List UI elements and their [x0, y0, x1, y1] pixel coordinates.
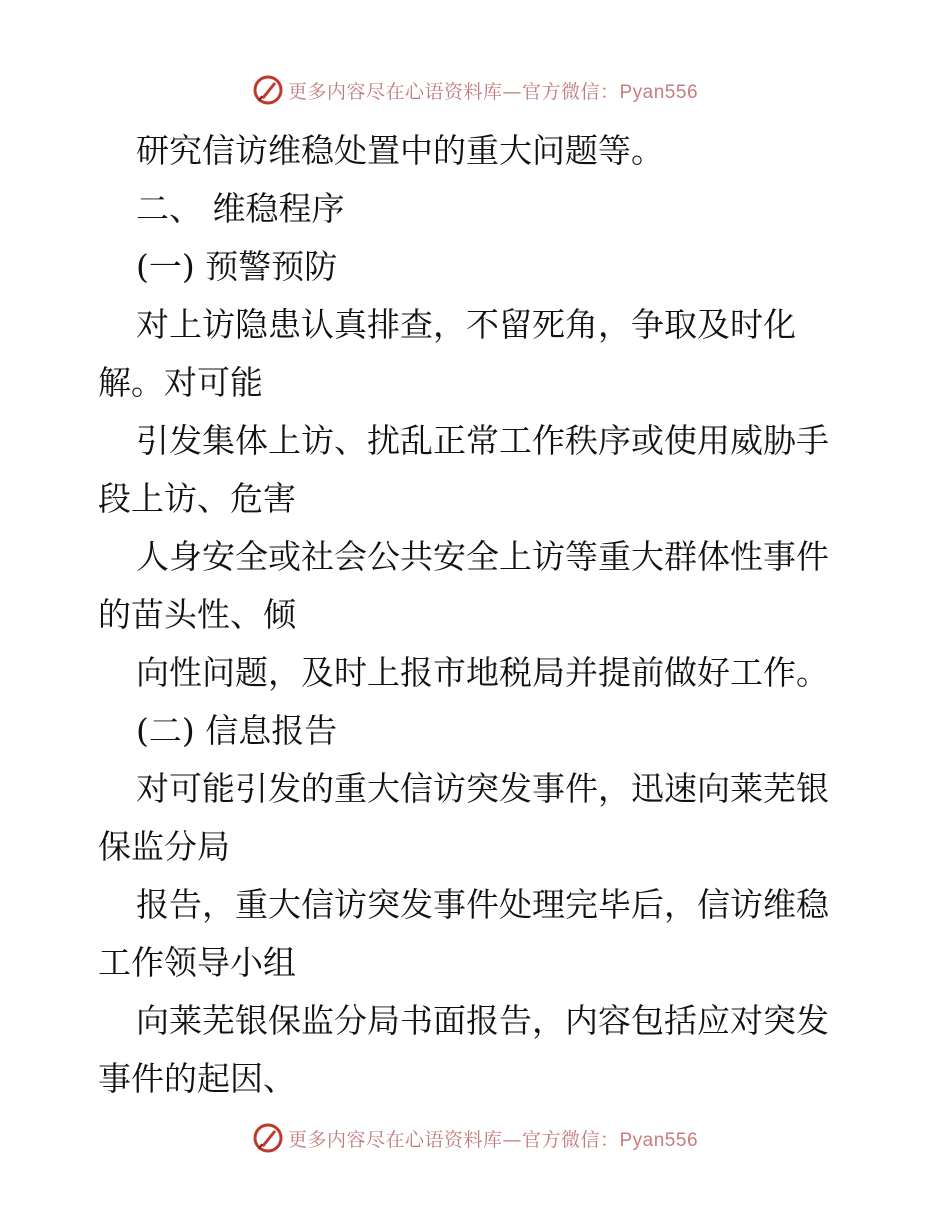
body-line: 引发集体上访、扰乱正常工作秩序或使用威胁手	[136, 421, 829, 460]
body-line: 解。对可能	[98, 363, 263, 402]
header-banner-text	[288, 77, 698, 104]
body-line: 工作领导小组	[98, 943, 296, 982]
footer-banner-text	[288, 1125, 698, 1152]
quill-logo-icon	[252, 74, 284, 106]
body-line: 人身安全或社会公共安全上访等重大群体性事件	[136, 537, 829, 576]
footer-separator: —	[502, 1128, 522, 1151]
document-body	[98, 122, 858, 1108]
header-separator: —	[502, 80, 522, 103]
header-contact-label: 官方微信：	[521, 80, 620, 103]
body-line: 的苗头性、倾	[98, 595, 296, 634]
quill-logo-icon	[252, 1122, 284, 1154]
body-line: 研究信访维稳处置中的重大问题等。	[136, 131, 664, 170]
body-line: 向性问题，及时上报市地税局并提前做好工作。	[136, 653, 829, 692]
body-line: 段上访、危害	[98, 479, 296, 518]
footer-contact-label: 官方微信：	[521, 1128, 620, 1151]
header-banner	[0, 70, 950, 110]
body-line: 保监分局	[98, 827, 230, 866]
body-line: (一) 预警预防	[136, 247, 338, 286]
body-line: 事件的起因、	[98, 1059, 296, 1098]
footer-contact-value: Pyan556	[619, 1129, 699, 1151]
body-line: 二、 维稳程序	[136, 189, 345, 228]
body-line: 对上访隐患认真排查，不留死角，争取及时化	[136, 305, 796, 344]
header-site-slogan: 更多内容尽在心语资料库	[287, 80, 503, 103]
footer-banner	[0, 1118, 950, 1158]
body-line: 对可能引发的重大信访突发事件，迅速向莱芜银	[136, 769, 829, 808]
body-line: 向莱芜银保监分局书面报告，内容包括应对突发	[136, 1001, 829, 1040]
footer-site-slogan: 更多内容尽在心语资料库	[287, 1128, 503, 1151]
body-line: (二) 信息报告	[136, 711, 338, 750]
header-contact-value: Pyan556	[619, 81, 699, 103]
body-line: 报告，重大信访突发事件处理完毕后，信访维稳	[136, 885, 829, 924]
